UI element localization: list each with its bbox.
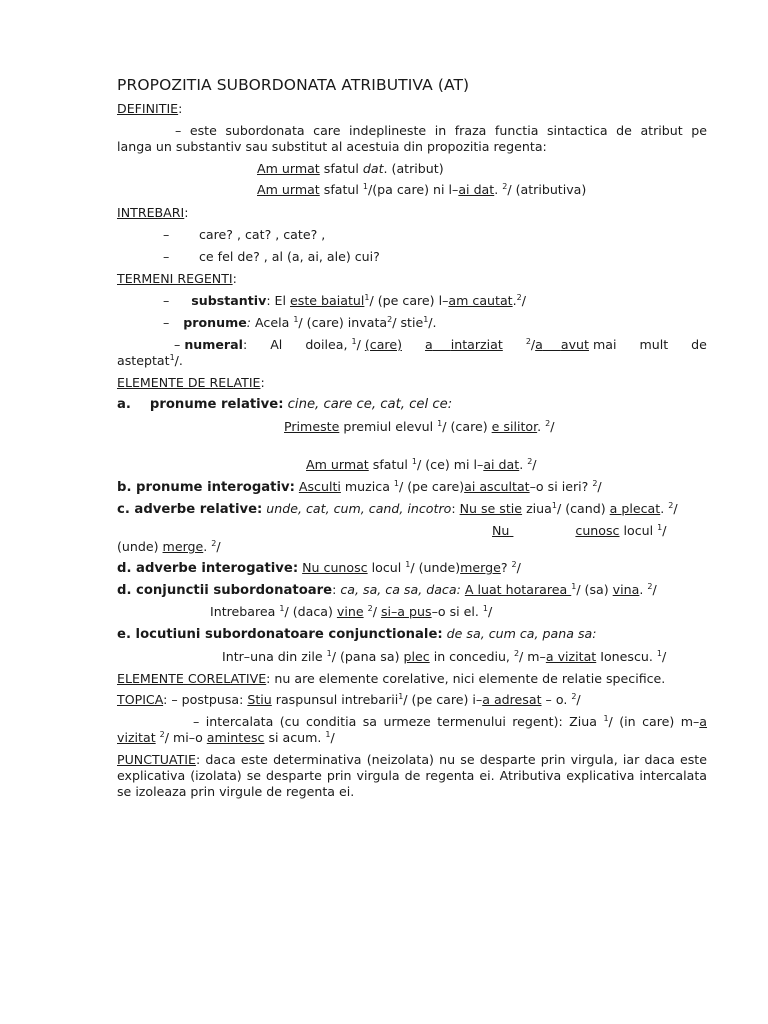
elemente-e: e. locutiuni subordonatoare conjunctionale: de sa, cum ca, pana sa: <box>117 626 597 642</box>
definitie-example-1: Am urmat sfatul dat. (atribut) <box>257 161 444 176</box>
elemente-c: c. adverbe relative: unde, cat, cum, cand, incotro: Nu se stie ziua$^1$/ (cand) a plecat. $^2$/ <box>117 501 678 517</box>
termeni-substantiv: – substantiv: El este baiatul$^1$/ (pe care) l–am cautat.$^2$/ <box>163 293 526 308</box>
elemente-conjunctii: d. conjunctii subordonatoare: ca, sa, ca sa, daca: A luat hotararea $^1$/ (sa) vina. $^2$/ <box>117 582 657 598</box>
topica-line-1: TOPICA: – postpusa: Stiu raspunsul intrebarii$^1$/ (pe care) i–a adresat – o. $^2$/ <box>117 692 581 707</box>
intrebari-dash-2: – <box>163 249 170 264</box>
termeni-numeral-cont: asteptat$^1$/. <box>117 353 183 368</box>
topica-line-2: – intercalata (cu conditia sa urmeze termenului regent): Ziua $^1$/ (in care) m–a <box>193 714 708 729</box>
intrebari-dash-1: – <box>163 227 170 242</box>
definitie-example-2: Am urmat sfatul $^1$/(pa care) ni l–ai dat. $^2$/ (atributiva) <box>257 182 587 197</box>
topica-line-3: vizitat $^2$/ mi–o amintesc si acum. $^1$/ <box>117 730 335 745</box>
termeni-heading: TERMENI REGENTI: <box>117 271 237 286</box>
elemente-a-example-1: Primeste premiul elevul $^1$/ (care) e silitor. $^2$/ <box>284 419 555 434</box>
elemente-heading: ELEMENTE DE RELATIE: <box>117 375 265 390</box>
elemente-a: a. pronume relative: cine, care ce, cat, cel ce: <box>117 397 453 412</box>
elemente-conjunctii-example: Intrebarea $^1$/ (daca) vine $^2$/ si–a pus–o si el. $^1$/ <box>210 604 493 619</box>
intrebari-heading: INTREBARI: <box>117 205 189 220</box>
elemente-c-example: Nu cunosc locul $^1$/ <box>492 523 667 538</box>
page-title: PROPOZITIA SUBORDONATA ATRIBUTIVA (AT) <box>117 76 470 94</box>
definitie-line-2: langa un substantiv sau substitut al acestuia din propozitia regenta: <box>117 139 547 154</box>
intrebari-item-1: care? , cat? , cate? , <box>199 227 326 242</box>
intrebari-item-2: ce fel de? , al (a, ai, ale) cui? <box>199 249 380 264</box>
definitie-heading: DEFINITIE: <box>117 101 183 116</box>
termeni-numeral: – numeral: Al doilea, $^1$/ (care) a intarziat $^2$/a avut mai mult de <box>174 337 707 352</box>
elemente-c-example-cont: (unde) merge. $^2$/ <box>117 539 221 554</box>
punctuatie-paragraph: PUNCTUATIE: daca este determinativa (neizolata) nu se desparte prin virgula, iar daca este explicativa (izolata) se desparte prin virgula de regenta ei. Atributiva explicativa intercalata se izoleaza prin virgule de regenta ei. <box>117 752 707 799</box>
elemente-d: d. adverbe interogative: Nu cunosc locul $^1$/ (unde)merge? $^2$/ <box>117 560 521 576</box>
termeni-pronume: – pronume: Acela $^1$/ (care) invata$^2$/ stie$^1$/. <box>163 315 437 330</box>
definitie-line-1: – este subordonata care indeplineste in fraza functia sintactica de atribut pe <box>175 123 707 138</box>
elemente-b: b. pronume interogativ: Asculti muzica $^1$/ (pe care)ai ascultat–o si ieri? $^2$/ <box>117 479 602 495</box>
elemente-e-example: Intr–una din zile $^1$/ (pana sa) plec in concediu, $^2$/ m–a vizitat Ionescu. $^1$/ <box>222 649 667 664</box>
elemente-a-example-2: Am urmat sfatul $^1$/ (ce) mi l–ai dat. $^2$/ <box>306 457 537 472</box>
corelative-line: ELEMENTE CORELATIVE: nu are elemente corelative, nici elemente de relatie specifice. <box>117 671 666 686</box>
